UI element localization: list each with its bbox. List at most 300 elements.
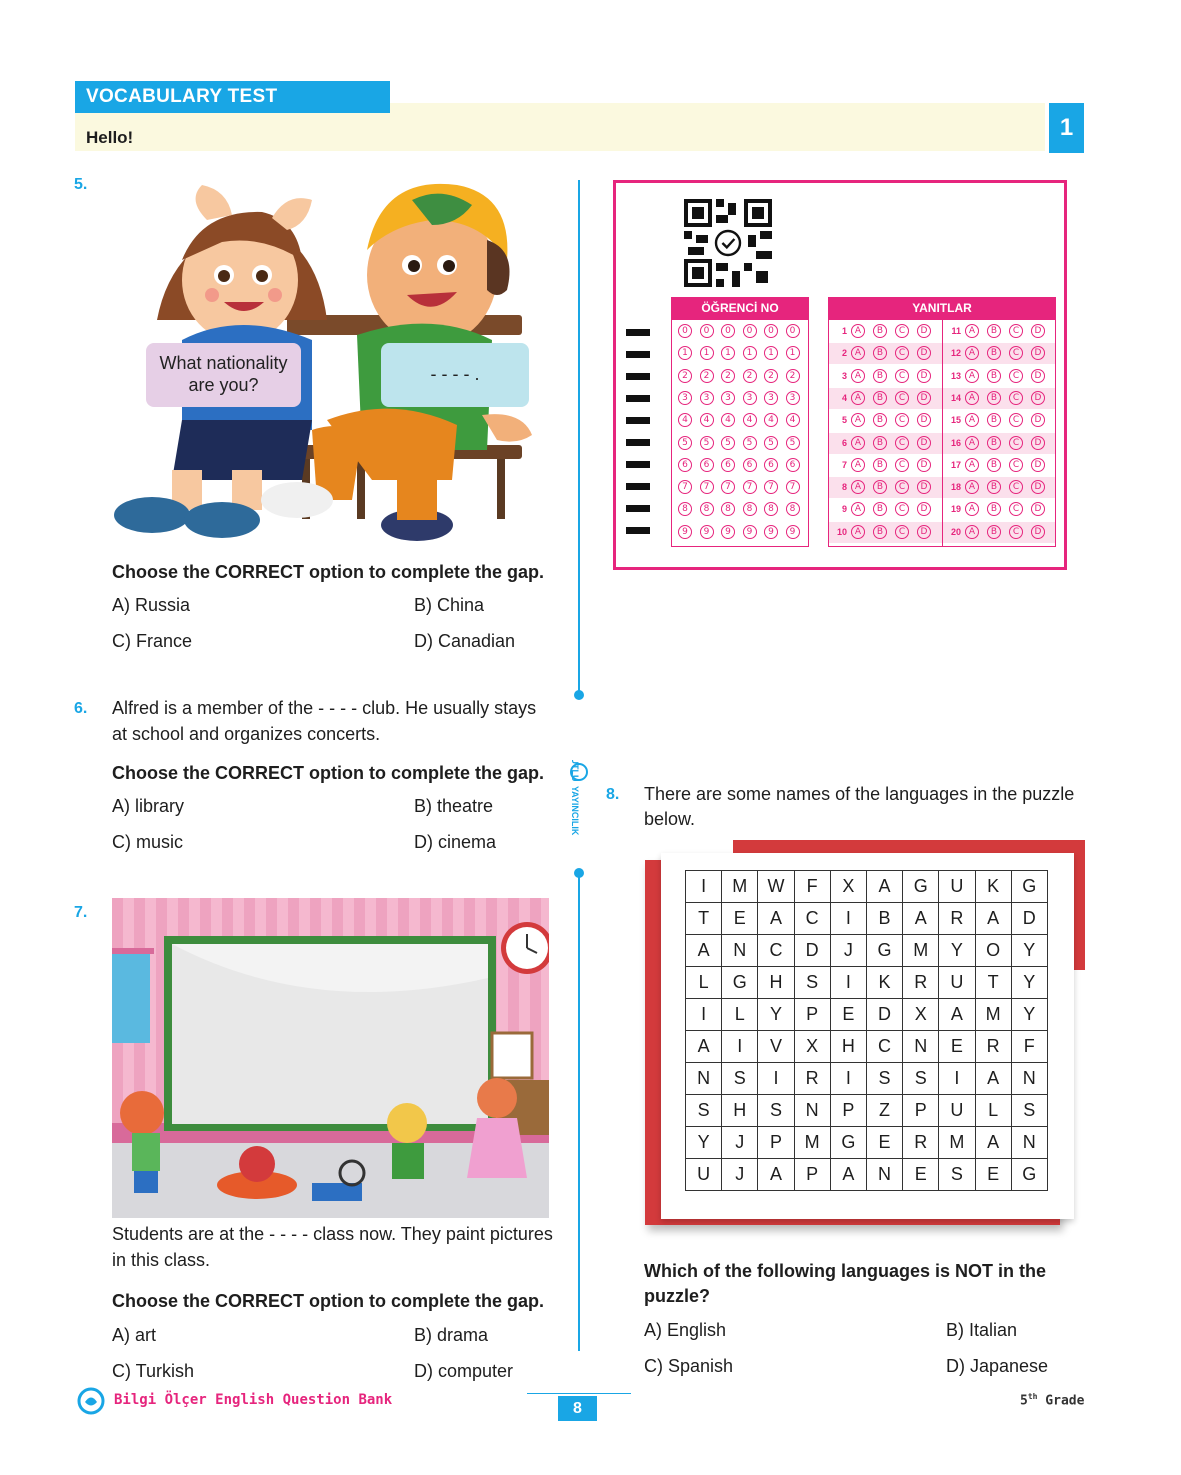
- puzzle-cell: P: [903, 1095, 939, 1127]
- puzzle-cell: O: [975, 935, 1011, 967]
- student-digit-bubble[interactable]: 3: [743, 391, 757, 405]
- answer-bubble[interactable]: D: [1031, 346, 1045, 360]
- puzzle-cell: Y: [939, 935, 975, 967]
- puzzle-cell: L: [722, 999, 758, 1031]
- puzzle-cell: Y: [1011, 999, 1047, 1031]
- question-6-option-d[interactable]: D) cinema: [414, 832, 497, 852]
- answer-bubble[interactable]: A: [851, 502, 865, 516]
- puzzle-cell: K: [866, 967, 902, 999]
- student-digit-bubble[interactable]: 9: [764, 525, 778, 539]
- answer-bubble[interactable]: C: [895, 413, 909, 427]
- student-digit-bubble[interactable]: 0: [721, 324, 735, 338]
- puzzle-row: [686, 935, 1048, 967]
- answer-bubble[interactable]: C: [1009, 525, 1023, 539]
- question-7-option-c[interactable]: C) Turkish: [112, 1361, 195, 1381]
- optical-answer-sheet: [613, 180, 1067, 570]
- student-digit-bubble[interactable]: 9: [743, 525, 757, 539]
- puzzle-cell: D: [866, 999, 902, 1031]
- puzzle-cell: A: [975, 1127, 1011, 1159]
- answer-bubble[interactable]: C: [1009, 413, 1023, 427]
- answer-bubble[interactable]: C: [1009, 480, 1023, 494]
- question-6-option-c[interactable]: C) music: [112, 832, 183, 852]
- question-8-text-line2: below.: [644, 809, 696, 829]
- puzzle-cell: I: [939, 1063, 975, 1095]
- puzzle-cell: D: [1011, 903, 1047, 935]
- student-number-grid: [671, 319, 809, 547]
- student-digit-bubble[interactable]: 7: [743, 480, 757, 494]
- answer-bubble[interactable]: B: [873, 413, 887, 427]
- student-digit-bubble[interactable]: 1: [743, 346, 757, 360]
- student-digit-bubble[interactable]: 7: [764, 480, 778, 494]
- footer-brand-part2: English Question Bank: [215, 1392, 393, 1408]
- answer-row-number: 17: [950, 459, 961, 470]
- answer-bubble[interactable]: B: [873, 458, 887, 472]
- puzzle-row: [686, 1127, 1048, 1159]
- answer-row-number: 7: [841, 459, 847, 470]
- answer-bubble[interactable]: C: [1009, 502, 1023, 516]
- grade-suffix: th: [1027, 1392, 1038, 1401]
- answer-row-number: 14: [950, 392, 961, 403]
- puzzle-cell: G: [1011, 871, 1047, 903]
- question-8-option-c[interactable]: C) Spanish: [644, 1356, 734, 1376]
- student-digit-bubble[interactable]: 5: [786, 436, 800, 450]
- divider-dot: [574, 690, 584, 700]
- answer-bubble[interactable]: A: [965, 413, 979, 427]
- puzzle-cell: U: [939, 1095, 975, 1127]
- student-digit-bubble[interactable]: 8: [721, 502, 735, 516]
- page-number: 8: [558, 1396, 597, 1421]
- student-digit-bubble[interactable]: 3: [721, 391, 735, 405]
- student-digit-bubble[interactable]: 1: [678, 346, 692, 360]
- answer-bubble[interactable]: C: [895, 436, 909, 450]
- puzzle-cell: M: [939, 1127, 975, 1159]
- answer-bubble[interactable]: A: [851, 436, 865, 450]
- puzzle-cell: S: [1011, 1095, 1047, 1127]
- answer-bubble[interactable]: A: [851, 369, 865, 383]
- answer-bubble[interactable]: D: [1031, 436, 1045, 450]
- student-digit-bubble[interactable]: 2: [678, 369, 692, 383]
- answer-bubble[interactable]: C: [895, 391, 909, 405]
- answer-bubble[interactable]: A: [965, 502, 979, 516]
- answer-row-number: 5: [841, 415, 847, 426]
- puzzle-cell: B: [866, 903, 902, 935]
- answer-bubble[interactable]: D: [917, 436, 931, 450]
- unit-subtitle: Hello!: [86, 128, 134, 147]
- answer-bubble[interactable]: B: [873, 391, 887, 405]
- answers-header: YANITLAR: [828, 297, 1056, 319]
- student-digit-bubble[interactable]: 4: [700, 413, 714, 427]
- puzzle-cell: E: [975, 1159, 1011, 1191]
- puzzle-cell: N: [686, 1063, 722, 1095]
- student-digit-bubble[interactable]: 8: [700, 502, 714, 516]
- unit-number-badge: 1: [1049, 103, 1084, 153]
- student-digit-bubble[interactable]: 0: [743, 324, 757, 338]
- student-digit-bubble[interactable]: 6: [678, 458, 692, 472]
- answer-bubble[interactable]: B: [987, 346, 1001, 360]
- student-digit-bubble[interactable]: 7: [786, 480, 800, 494]
- answer-bubble[interactable]: C: [1009, 324, 1023, 338]
- student-digit-bubble[interactable]: 4: [764, 413, 778, 427]
- student-digit-bubble[interactable]: 2: [743, 369, 757, 383]
- student-number-header: ÖĞRENCİ NO: [671, 297, 809, 319]
- puzzle-cell: R: [903, 967, 939, 999]
- timing-mark: [626, 461, 650, 468]
- student-digit-bubble[interactable]: 4: [786, 413, 800, 427]
- side-brand-bottom: YAYINCILIK: [570, 786, 580, 836]
- question-6-number: 6.: [74, 700, 88, 717]
- student-digit-bubble[interactable]: 7: [721, 480, 735, 494]
- puzzle-cell: K: [975, 871, 1011, 903]
- student-digit-bubble[interactable]: 5: [764, 436, 778, 450]
- student-digit-bubble[interactable]: 2: [786, 369, 800, 383]
- grade-text: Grade: [1045, 1393, 1085, 1409]
- puzzle-cell: R: [975, 1031, 1011, 1063]
- student-digit-bubble[interactable]: 9: [678, 525, 692, 539]
- side-brand-logo: [558, 760, 598, 860]
- answer-bubble[interactable]: D: [917, 324, 931, 338]
- answer-bubble[interactable]: C: [895, 458, 909, 472]
- puzzle-cell: E: [866, 1127, 902, 1159]
- puzzle-cell: S: [903, 1063, 939, 1095]
- answer-bubble[interactable]: A: [851, 346, 865, 360]
- publisher-logo-icon: [77, 1387, 105, 1415]
- student-digit-bubble[interactable]: 2: [721, 369, 735, 383]
- answer-bubble[interactable]: C: [1009, 346, 1023, 360]
- puzzle-cell: Y: [1011, 967, 1047, 999]
- timing-mark: [626, 395, 650, 402]
- answer-row-number: 4: [841, 392, 847, 403]
- question-8-option-a[interactable]: A) English: [644, 1320, 727, 1340]
- answer-bubble[interactable]: D: [917, 480, 931, 494]
- puzzle-cell: M: [722, 871, 758, 903]
- answer-bubble[interactable]: B: [987, 369, 1001, 383]
- puzzle-cell: U: [939, 967, 975, 999]
- student-digit-bubble[interactable]: 1: [786, 346, 800, 360]
- student-digit-bubble[interactable]: 3: [764, 391, 778, 405]
- answer-bubble[interactable]: B: [873, 324, 887, 338]
- puzzle-cell: R: [939, 903, 975, 935]
- student-digit-bubble[interactable]: 4: [743, 413, 757, 427]
- student-digit-bubble[interactable]: 6: [764, 458, 778, 472]
- puzzle-cell: G: [830, 1127, 866, 1159]
- answer-bubble[interactable]: C: [895, 324, 909, 338]
- puzzle-cell: I: [722, 1031, 758, 1063]
- puzzle-cell: T: [975, 967, 1011, 999]
- puzzle-cell: C: [794, 903, 830, 935]
- student-digit-bubble[interactable]: 6: [786, 458, 800, 472]
- student-digit-bubble[interactable]: 5: [743, 436, 757, 450]
- puzzle-cell: E: [903, 1159, 939, 1191]
- answer-bubble[interactable]: A: [965, 525, 979, 539]
- question-8-number: 8.: [606, 786, 620, 803]
- puzzle-cell: H: [758, 967, 794, 999]
- puzzle-cell: A: [686, 1031, 722, 1063]
- puzzle-cell: I: [830, 967, 866, 999]
- answer-bubble[interactable]: A: [965, 346, 979, 360]
- answer-bubble[interactable]: D: [1031, 391, 1045, 405]
- student-digit-bubble[interactable]: 8: [678, 502, 692, 516]
- answer-bubble[interactable]: A: [851, 458, 865, 472]
- student-digit-bubble[interactable]: 3: [700, 391, 714, 405]
- answer-row-number: 9: [841, 504, 847, 515]
- answer-row-number: 11: [951, 326, 961, 336]
- puzzle-cell: D: [794, 935, 830, 967]
- answer-row-number: 13: [950, 370, 961, 381]
- answer-bubble[interactable]: B: [873, 502, 887, 516]
- puzzle-cell: V: [758, 1031, 794, 1063]
- column-divider-top: [578, 180, 580, 692]
- timing-mark: [626, 351, 650, 358]
- student-digit-bubble[interactable]: 0: [786, 324, 800, 338]
- answer-row-number: 8: [841, 482, 847, 493]
- answer-bubble[interactable]: C: [895, 502, 909, 516]
- student-digit-bubble[interactable]: 9: [786, 525, 800, 539]
- puzzle-cell: S: [686, 1095, 722, 1127]
- puzzle-cell: T: [686, 903, 722, 935]
- student-digit-bubble[interactable]: 4: [678, 413, 692, 427]
- puzzle-cell: M: [903, 935, 939, 967]
- student-digit-bubble[interactable]: 2: [700, 369, 714, 383]
- timing-mark: [626, 329, 650, 336]
- footer-brand: [114, 1392, 392, 1408]
- student-digit-bubble[interactable]: 6: [721, 458, 735, 472]
- answer-bubble[interactable]: A: [851, 413, 865, 427]
- puzzle-row: [686, 1159, 1048, 1191]
- question-8-option-b[interactable]: B) Italian: [946, 1320, 1018, 1340]
- answer-bubble[interactable]: D: [1031, 458, 1045, 472]
- puzzle-cell: Y: [758, 999, 794, 1031]
- puzzle-cell: X: [830, 871, 866, 903]
- puzzle-row: [686, 871, 1048, 903]
- question-7-option-a[interactable]: A) art: [112, 1325, 157, 1345]
- puzzle-cell: N: [794, 1095, 830, 1127]
- question-8-instruction-line2: puzzle?: [644, 1286, 710, 1306]
- answer-bubble[interactable]: B: [873, 369, 887, 383]
- answer-bubble[interactable]: C: [1009, 369, 1023, 383]
- answer-row-number: 3: [841, 370, 847, 381]
- answer-bubble[interactable]: D: [917, 413, 931, 427]
- puzzle-row: [686, 967, 1048, 999]
- answer-bubble[interactable]: C: [895, 346, 909, 360]
- puzzle-cell: J: [830, 935, 866, 967]
- question-5-instruction: Choose the CORRECT option to complete the gap.: [112, 562, 544, 582]
- timing-mark: [626, 417, 650, 424]
- puzzle-cell: J: [722, 1127, 758, 1159]
- puzzle-cell: S: [939, 1159, 975, 1191]
- puzzle-cell: C: [758, 935, 794, 967]
- student-digit-bubble[interactable]: 8: [786, 502, 800, 516]
- question-5-option-a[interactable]: A) Russia: [112, 595, 191, 615]
- answer-bubble[interactable]: D: [1031, 324, 1045, 338]
- answer-bubble[interactable]: A: [851, 324, 865, 338]
- student-digit-bubble[interactable]: 1: [700, 346, 714, 360]
- answer-bubble[interactable]: C: [1009, 391, 1023, 405]
- answer-row-number: 6: [841, 437, 847, 448]
- answer-bubble[interactable]: D: [917, 525, 931, 539]
- student-digit-bubble[interactable]: 3: [678, 391, 692, 405]
- student-digit-bubble[interactable]: 7: [678, 480, 692, 494]
- speech-bubble-answer-text: - - - - .: [430, 364, 480, 384]
- student-digit-bubble[interactable]: 5: [700, 436, 714, 450]
- puzzle-cell: E: [830, 999, 866, 1031]
- answer-bubble[interactable]: D: [1031, 502, 1045, 516]
- answer-bubble[interactable]: A: [851, 480, 865, 494]
- question-7-option-b[interactable]: B) drama: [414, 1325, 489, 1345]
- answer-bubble[interactable]: A: [965, 458, 979, 472]
- student-digit-bubble[interactable]: 6: [743, 458, 757, 472]
- student-digit-bubble[interactable]: 1: [764, 346, 778, 360]
- student-digit-bubble[interactable]: 3: [786, 391, 800, 405]
- answer-bubble[interactable]: B: [987, 324, 1001, 338]
- puzzle-cell: N: [866, 1159, 902, 1191]
- answer-bubble[interactable]: C: [1009, 458, 1023, 472]
- puzzle-cell: L: [686, 967, 722, 999]
- question-5-option-b[interactable]: B) China: [414, 595, 485, 615]
- question-5-option-c[interactable]: C) France: [112, 631, 193, 651]
- student-digit-bubble[interactable]: 9: [700, 525, 714, 539]
- student-digit-bubble[interactable]: 2: [764, 369, 778, 383]
- answer-bubble[interactable]: B: [873, 436, 887, 450]
- student-digit-bubble[interactable]: 1: [721, 346, 735, 360]
- question-6-text-line2: at school and organizes concerts.: [112, 724, 381, 744]
- student-digit-bubble[interactable]: 0: [678, 324, 692, 338]
- question-8-instruction-line1: Which of the following languages is NOT in the: [644, 1261, 1046, 1281]
- classroom-illustration: [112, 898, 549, 1218]
- puzzle-cell: C: [866, 1031, 902, 1063]
- question-7-text-line2: in this class.: [112, 1250, 211, 1270]
- answer-bubble[interactable]: A: [965, 480, 979, 494]
- answer-bubble[interactable]: B: [987, 436, 1001, 450]
- answer-bubble[interactable]: B: [987, 525, 1001, 539]
- puzzle-cell: S: [722, 1063, 758, 1095]
- answer-bubble[interactable]: D: [917, 391, 931, 405]
- answer-row-number: 16: [950, 437, 961, 448]
- footer-rule: [527, 1393, 631, 1394]
- answers-grid-divider: [942, 320, 943, 546]
- word-search-grid: [685, 870, 1048, 1191]
- answer-row-number: 20: [950, 526, 961, 537]
- puzzle-cell: S: [758, 1095, 794, 1127]
- question-6-option-a[interactable]: A) library: [112, 796, 185, 816]
- question-8-option-d[interactable]: D) Japanese: [946, 1356, 1049, 1376]
- answer-row-number: 18: [950, 482, 961, 493]
- answer-bubble[interactable]: D: [1031, 413, 1045, 427]
- question-7-option-d[interactable]: D) computer: [414, 1361, 514, 1381]
- puzzle-cell: A: [975, 903, 1011, 935]
- answer-bubble[interactable]: D: [917, 369, 931, 383]
- puzzle-cell: A: [866, 871, 902, 903]
- student-digit-bubble[interactable]: 7: [700, 480, 714, 494]
- question-7-text-line1: Students are at the - - - - class now. They paint pictures: [112, 1224, 553, 1244]
- puzzle-cell: A: [903, 903, 939, 935]
- answer-bubble[interactable]: D: [1031, 369, 1045, 383]
- puzzle-cell: N: [1011, 1063, 1047, 1095]
- puzzle-cell: X: [794, 1031, 830, 1063]
- answer-bubble[interactable]: B: [873, 525, 887, 539]
- answer-bubble[interactable]: A: [965, 391, 979, 405]
- answer-bubble[interactable]: B: [873, 346, 887, 360]
- puzzle-row: [686, 1063, 1048, 1095]
- side-brand-top: MUTLU: [570, 760, 580, 782]
- question-6-option-b[interactable]: B) theatre: [414, 796, 494, 816]
- student-digit-bubble[interactable]: 5: [721, 436, 735, 450]
- answer-bubble[interactable]: D: [917, 458, 931, 472]
- answer-bubble[interactable]: C: [895, 480, 909, 494]
- puzzle-cell: A: [939, 999, 975, 1031]
- answer-bubble[interactable]: B: [987, 480, 1001, 494]
- question-7-instruction: Choose the CORRECT option to complete the gap.: [112, 1291, 544, 1311]
- answer-bubble[interactable]: D: [917, 502, 931, 516]
- question-5-option-d[interactable]: D) Canadian: [414, 631, 516, 651]
- answer-bubble[interactable]: B: [987, 391, 1001, 405]
- answer-bubble[interactable]: B: [873, 480, 887, 494]
- puzzle-cell: P: [758, 1127, 794, 1159]
- answer-bubble[interactable]: B: [987, 413, 1001, 427]
- question-5-number: 5.: [74, 176, 88, 193]
- puzzle-cell: A: [686, 935, 722, 967]
- column-divider-bottom: [578, 876, 580, 1351]
- student-digit-bubble[interactable]: 8: [764, 502, 778, 516]
- answer-row-number: 15: [950, 415, 961, 426]
- answer-bubble[interactable]: B: [987, 502, 1001, 516]
- puzzle-cell: I: [686, 871, 722, 903]
- puzzle-cell: S: [794, 967, 830, 999]
- puzzle-cell: P: [794, 1159, 830, 1191]
- answer-bubble[interactable]: A: [965, 324, 979, 338]
- puzzle-cell: G: [1011, 1159, 1047, 1191]
- answers-grid: [828, 319, 1056, 547]
- puzzle-cell: F: [1011, 1031, 1047, 1063]
- timing-mark: [626, 483, 650, 490]
- puzzle-cell: F: [794, 871, 830, 903]
- puzzle-cell: H: [830, 1031, 866, 1063]
- answer-bubble[interactable]: A: [965, 369, 979, 383]
- answer-bubble[interactable]: A: [965, 436, 979, 450]
- student-digit-bubble[interactable]: 0: [764, 324, 778, 338]
- grade-number: 5: [1020, 1393, 1028, 1409]
- student-digit-bubble[interactable]: 0: [700, 324, 714, 338]
- puzzle-cell: P: [830, 1095, 866, 1127]
- question-8-text-line1: There are some names of the languages in the puzzle: [644, 784, 1075, 804]
- answer-bubble[interactable]: C: [895, 369, 909, 383]
- student-digit-bubble[interactable]: 5: [678, 436, 692, 450]
- student-digit-bubble[interactable]: 8: [743, 502, 757, 516]
- student-digit-bubble[interactable]: 6: [700, 458, 714, 472]
- answer-row-number: 2: [841, 348, 847, 359]
- puzzle-cell: A: [758, 903, 794, 935]
- student-digit-bubble[interactable]: 4: [721, 413, 735, 427]
- answer-bubble[interactable]: D: [1031, 480, 1045, 494]
- answer-row-number: 12: [950, 348, 961, 359]
- answer-bubble[interactable]: D: [917, 346, 931, 360]
- timing-mark: [626, 439, 650, 446]
- student-digit-bubble[interactable]: 9: [721, 525, 735, 539]
- answer-bubble[interactable]: C: [895, 525, 909, 539]
- timing-mark: [626, 527, 650, 534]
- answer-bubble[interactable]: D: [1031, 525, 1045, 539]
- answer-bubble[interactable]: A: [851, 391, 865, 405]
- puzzle-cell: I: [758, 1063, 794, 1095]
- answer-bubble[interactable]: B: [987, 458, 1001, 472]
- puzzle-cell: I: [830, 1063, 866, 1095]
- grade-label: [1020, 1392, 1084, 1408]
- qr-code-icon: [684, 199, 772, 287]
- answer-bubble[interactable]: A: [851, 525, 865, 539]
- puzzle-cell: E: [939, 1031, 975, 1063]
- answer-row-number: 19: [950, 504, 961, 515]
- answer-bubble[interactable]: C: [1009, 436, 1023, 450]
- puzzle-cell: M: [794, 1127, 830, 1159]
